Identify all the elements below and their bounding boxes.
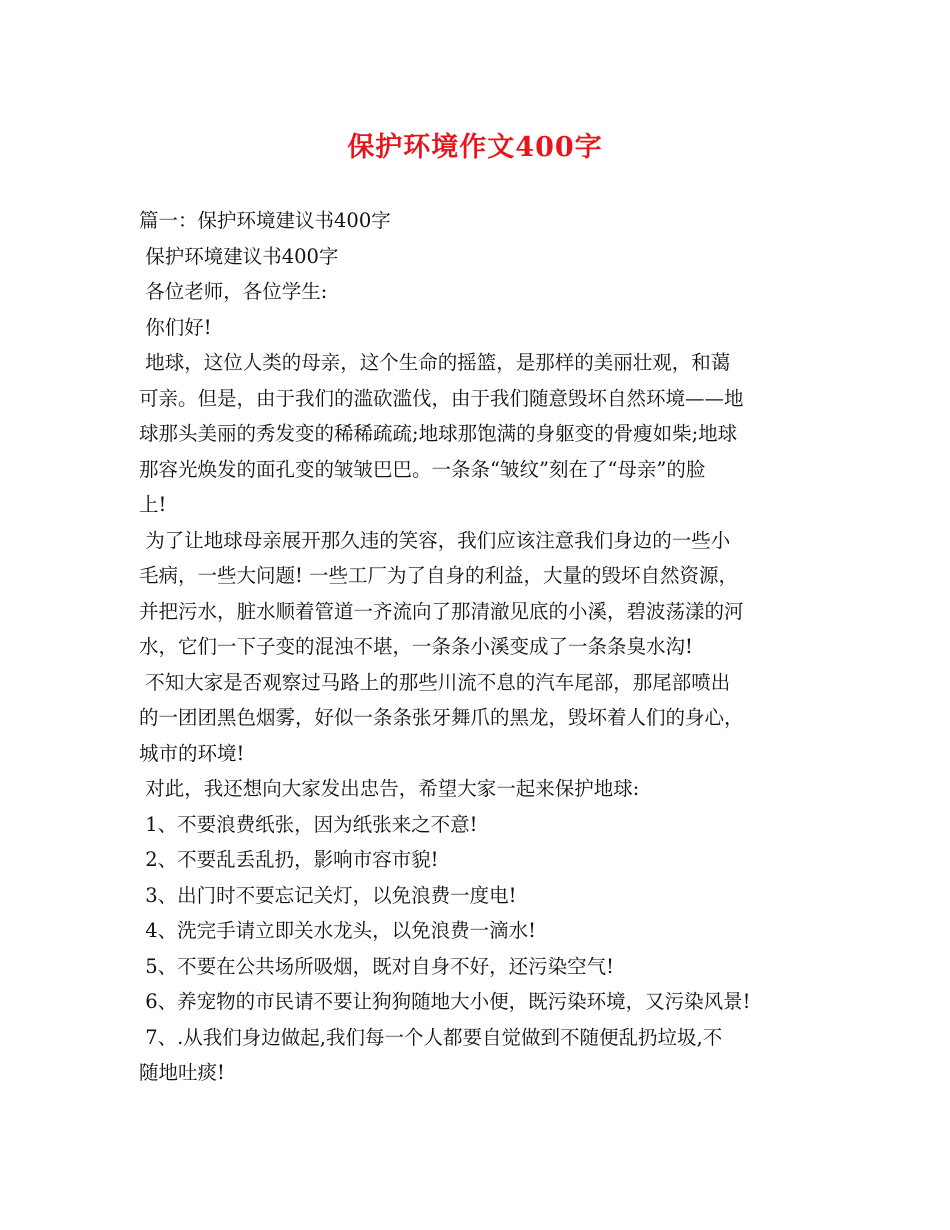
list-item: 2、不要乱丢乱扔，影响市容市貌! — [139, 848, 439, 871]
list-item: 5、不要在公共场所吸烟，既对自身不好，还污染空气! — [139, 954, 614, 978]
text-line: 城市的环境! — [139, 741, 245, 765]
section-heading: 篇一：保护环境建议书400字 — [139, 209, 391, 232]
list-item: 3、出门时不要忘记关灯，以免浪费一度电! — [139, 883, 517, 907]
list-item: 6、养宠物的市民请不要让狗狗随地大小便，既污染环境，又污染风景! — [139, 990, 751, 1013]
list-item: 1、不要浪费纸张，因为纸张来之不意! — [139, 812, 478, 836]
list-item: 7、.从我们身边做起,我们每一个人都要自觉做到不随便乱扔垃圾,不 — [139, 1025, 723, 1049]
text-line: 上! — [139, 493, 167, 516]
letter-title: 保护环境建议书400字 — [139, 244, 339, 268]
text-line: 的一团团黑色烟雾，好似一条条张牙舞爪的黑龙，毁坏着人们的身心， — [139, 706, 744, 729]
text-line: 随地吐痰! — [139, 1061, 225, 1084]
salutation: 各位老师，各位学生: — [139, 280, 328, 303]
text-line: 不知大家是否观察过马路上的那些川流不息的汽车尾部，那尾部喷出 — [139, 670, 731, 694]
document-body — [139, 203, 829, 1091]
document-title: 保护环境作文400字 — [347, 132, 603, 163]
list-item: 4、洗完手请立即关水龙头，以免浪费一滴水! — [139, 919, 536, 942]
text-line: 那容光焕发的面孔变的皱皱巴巴。一条条“皱纹”刻在了“母亲”的脸 — [139, 457, 706, 481]
text-line: 对此，我还想向大家发出忠告，希望大家一起来保护地球: — [139, 777, 640, 800]
text-line: 地球，这位人类的母亲，这个生命的摇篮，是那样的美丽壮观，和蔼 — [139, 351, 731, 374]
text-line: 为了让地球母亲展开那久违的笑容，我们应该注意我们身边的一些小 — [139, 528, 731, 552]
text-line: 可亲。但是，由于我们的滥砍滥伐，由于我们随意毁坏自然环境——地 — [139, 386, 744, 410]
text-line: 毛病，一些大问题! 一些工厂为了自身的利益，大量的毁坏自然资源， — [139, 564, 739, 587]
text-line: 球那头美丽的秀发变的稀稀疏疏;地球那饱满的身躯变的骨瘦如柴;地球 — [139, 422, 738, 445]
greeting: 你们好! — [139, 315, 212, 339]
text-line: 水，它们一下子变的混浊不堪，一条条小溪变成了一条条臭水沟! — [139, 635, 693, 658]
text-line: 并把污水，脏水顺着管道一齐流向了那清澈见底的小溪，碧波荡漾的河 — [139, 599, 744, 623]
